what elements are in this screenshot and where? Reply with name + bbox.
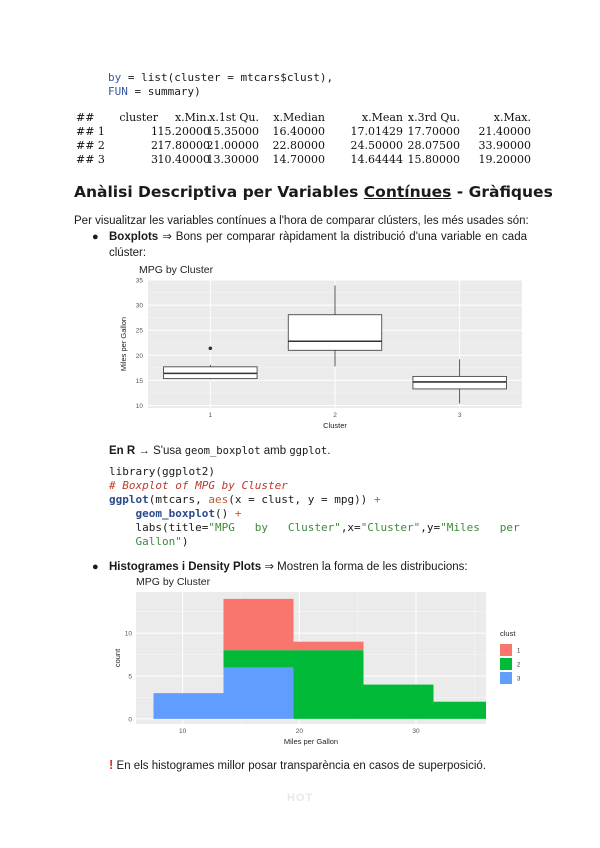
code-comment: # Boxplot of MPG by Cluster — [109, 479, 288, 492]
table-cell: 22.80000 — [272, 139, 325, 152]
code-token: ,y= — [420, 521, 441, 534]
table-row-prefix: ## 3 — [76, 153, 105, 166]
histogram-bar — [294, 650, 364, 719]
y-axis-label: Miles per Gallon — [119, 316, 128, 372]
y-tick-label: 10 — [124, 630, 132, 638]
legend-title: clust — [500, 629, 516, 638]
legend-label: 3 — [517, 676, 521, 683]
title-underlined: Contínues — [363, 183, 452, 201]
code-token: + — [234, 507, 242, 520]
histogram-bar — [224, 650, 294, 667]
histogram-bar — [434, 702, 487, 719]
y-tick-label: 30 — [135, 302, 143, 310]
code-block-ggplot — [109, 465, 529, 549]
y-tick-label: 0 — [128, 716, 132, 724]
table-cell: 2 — [151, 139, 158, 152]
table-cell: 19.20000 — [478, 153, 531, 166]
chart-title: MPG by Cluster — [139, 264, 214, 276]
table-header-cell: x.1st Qu. — [209, 111, 259, 124]
code-token: FUN — [108, 85, 128, 98]
table-cell: 21.00000 — [206, 139, 259, 152]
y-tick-label: 20 — [135, 352, 143, 360]
in-r-text: amb — [260, 445, 290, 457]
intro-paragraph: Per visualitzar les variables contínues a l'hora de comparar clústers, les més usades són: — [74, 215, 529, 227]
table-cell: 3 — [151, 153, 158, 166]
x-tick-label: 30 — [412, 728, 420, 735]
table-cell: 16.40000 — [272, 125, 325, 138]
histogram-bar — [364, 685, 434, 719]
histogram-bar — [294, 642, 364, 651]
code-token: + — [373, 493, 381, 506]
bullet-bold: Boxplots — [109, 231, 159, 243]
histogram-bar — [154, 693, 224, 719]
code-token: (x = clust, y = mpg)) — [228, 493, 374, 506]
code-string: "Cluster" — [360, 521, 421, 534]
warning-text: En els histogrames millor posar transparència en casos de superposició. — [116, 760, 487, 772]
code-token: () — [214, 507, 235, 520]
legend-label: 2 — [517, 662, 521, 669]
table-cell: 17.01429 — [350, 125, 403, 138]
in-r-text: S'usa — [153, 445, 185, 457]
table-cell: 15.35000 — [206, 125, 259, 138]
table-header-cell: x.Min. — [174, 111, 210, 124]
table-row-prefix: ## 2 — [76, 139, 105, 152]
table-cell: 17.80000 — [157, 139, 210, 152]
table-header-cell: x.Median — [273, 111, 325, 124]
table-cell: 10.40000 — [157, 153, 210, 166]
y-tick-label: 5 — [128, 673, 132, 681]
y-tick-label: 35 — [135, 277, 143, 285]
x-tick-label: 20 — [295, 728, 303, 735]
bullet-dot: ● — [92, 561, 99, 573]
arrow-right-icon: → — [135, 445, 154, 457]
table-header-cell: x.Mean — [361, 111, 403, 124]
boxplot-chart — [112, 262, 528, 438]
exclamation-icon: ! — [109, 757, 114, 772]
in-r-bold: En R — [109, 445, 136, 457]
x-axis-label: Cluster — [323, 421, 347, 430]
watermark: HOT — [287, 792, 314, 804]
table-cell: 1 — [151, 125, 158, 138]
histogram-bar — [224, 599, 294, 650]
legend-swatch — [500, 658, 512, 670]
histogram-chart — [112, 572, 528, 754]
bullet-dot: ● — [92, 231, 99, 243]
table-cell: 13.30000 — [206, 153, 259, 166]
bullet-text: Mostren la forma de les distribucions: — [273, 561, 468, 573]
box-outlier — [209, 346, 213, 350]
code-token: geom_boxplot — [135, 507, 215, 520]
x-tick-label: 10 — [179, 728, 187, 735]
x-axis-label: Miles per Gallon — [283, 737, 339, 746]
bullet-text: Bons per comparar ràpidament la distribució d'una variable en cada clúster: — [109, 231, 527, 259]
table-cell: 14.64444 — [350, 153, 403, 166]
in-r-line — [109, 443, 330, 459]
y-axis-label: count — [113, 648, 122, 668]
y-tick-label: 10 — [135, 402, 143, 410]
inline-code: geom_boxplot — [184, 445, 261, 457]
code-string: Gallon" — [135, 535, 182, 548]
table-cell: 28.07500 — [407, 139, 460, 152]
bullet-boxplots — [109, 229, 527, 261]
table-cell: 15.20000 — [157, 125, 210, 138]
code-token: by — [108, 71, 122, 84]
code-token: = list(cluster = mtcars$clust), — [121, 71, 334, 84]
y-tick-label: 15 — [135, 377, 143, 385]
x-tick-label: 1 — [208, 412, 213, 419]
bullet-bold: Histogrames i Density Plots — [109, 561, 262, 573]
code-token: = summary) — [127, 85, 201, 98]
table-header-cell: x.Max. — [493, 111, 531, 124]
code-line: library(ggplot2) — [109, 465, 215, 478]
x-tick-label: 3 — [457, 412, 462, 419]
table-cell: 14.70000 — [272, 153, 325, 166]
legend-swatch — [500, 644, 512, 656]
x-tick-label: 2 — [333, 412, 337, 419]
code-token: labs(title= — [135, 521, 209, 534]
arrow-icon: ⇒ — [162, 231, 172, 243]
legend-label: 1 — [517, 648, 521, 655]
legend-swatch — [500, 672, 512, 684]
table-prefix: ## — [76, 111, 95, 124]
table-header-cell: cluster — [119, 111, 158, 124]
code-string: "MPG by Cluster" — [208, 521, 341, 534]
table-row-prefix: ## 1 — [76, 125, 105, 138]
title-part: Anàlisi Descriptiva per Variables — [74, 183, 364, 201]
code-token: ggplot — [109, 493, 149, 506]
table-cell: 15.80000 — [407, 153, 460, 166]
code-token: aes — [208, 493, 229, 506]
table-cell: 24.50000 — [350, 139, 403, 152]
table-header-cell: x.3rd Qu. — [407, 111, 460, 124]
chart-title: MPG by Cluster — [136, 576, 211, 588]
code-snippet-top — [108, 71, 333, 99]
inline-code: ggplot — [289, 445, 328, 457]
section-title — [74, 183, 553, 201]
table-cell: 33.90000 — [478, 139, 531, 152]
code-string: "Miles per — [440, 521, 520, 534]
code-token: ,x= — [340, 521, 361, 534]
title-part: - Gràfiques — [451, 183, 553, 201]
histogram-bar — [224, 667, 294, 718]
y-tick-label: 25 — [135, 327, 143, 335]
table-cell: 17.70000 — [407, 125, 460, 138]
box — [288, 315, 382, 351]
table-cell: 21.40000 — [478, 125, 531, 138]
arrow-icon: ⇒ — [264, 561, 274, 573]
code-token: (mtcars, — [148, 493, 209, 506]
warning-note — [109, 757, 486, 774]
summary-output-table — [76, 111, 536, 167]
code-token: ) — [181, 535, 189, 548]
in-r-text: . — [327, 445, 331, 457]
